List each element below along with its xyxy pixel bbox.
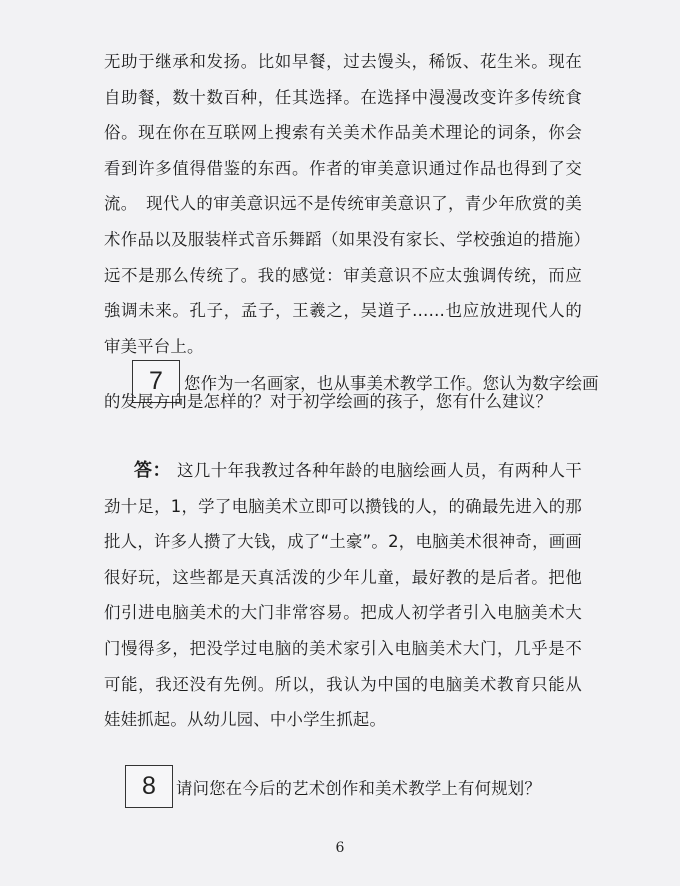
question-7-answer [104,453,582,738]
continued-paragraph: 无助于继承和发扬。比如早餐，过去馒头，稀饭、花生米。现在自助餐，数十数百种，任其选择。在选择中漫漫改变许多传统食俗。现在你在互联网上搜索有关美术作品美术理论的词条，你会看到许多值得借鉴的东西。作者的审美意识通过作品也得到了交流。 现代人的审美意识远不是传统审美意识了，青少年欣赏的美术作品以及服装样式音乐舞蹈（如果没有家长、学校強迫的措施）远不是那么传统了。我的感觉：审美意识不应太強调传统，而应強调未来。孔子，孟子，王羲之，吴道子……也应放进现代人的审美平台上。 [104,52,582,356]
page-number: 6 [335,840,345,856]
answer-text: 这几十年我教过各种年龄的电脑绘画人员，有两种人干劲十足，1，学了电脑美术立即可以攒钱的人，的确最先进入的那批人，许多人攒了大钱，成了“土豪”。2，电脑美术很神奇，画画很好玩，这些都是天真活泼的少年儿童，最好教的是后者。把他们引进电脑美术的大门非常容易。把成人初学者引入电脑美术大门慢得多，把没学过电脑的美术家引入电脑美术大门，几乎是不可能，我还没有先例。所以，我认为中国的电脑美术教育只能从娃娃抓起。从幼儿园、中小学生抓起。 [104,461,582,730]
question-8-number-box [125,765,173,808]
question-7-number: 7 [149,367,163,395]
question-8-text: 请问您在今后的艺术创作和美术教学上有何规划？ [176,779,541,798]
question-7-text-line2: 的发展方向是怎样的？对于初学绘画的孩子，您有什么建议？ [104,392,552,411]
question-7-text-line1: 您作为一名画家，也从事美术教学工作。您认为数字绘画 [184,374,599,393]
question-8-number: 8 [142,772,156,800]
answer-label: 答： [134,460,171,481]
